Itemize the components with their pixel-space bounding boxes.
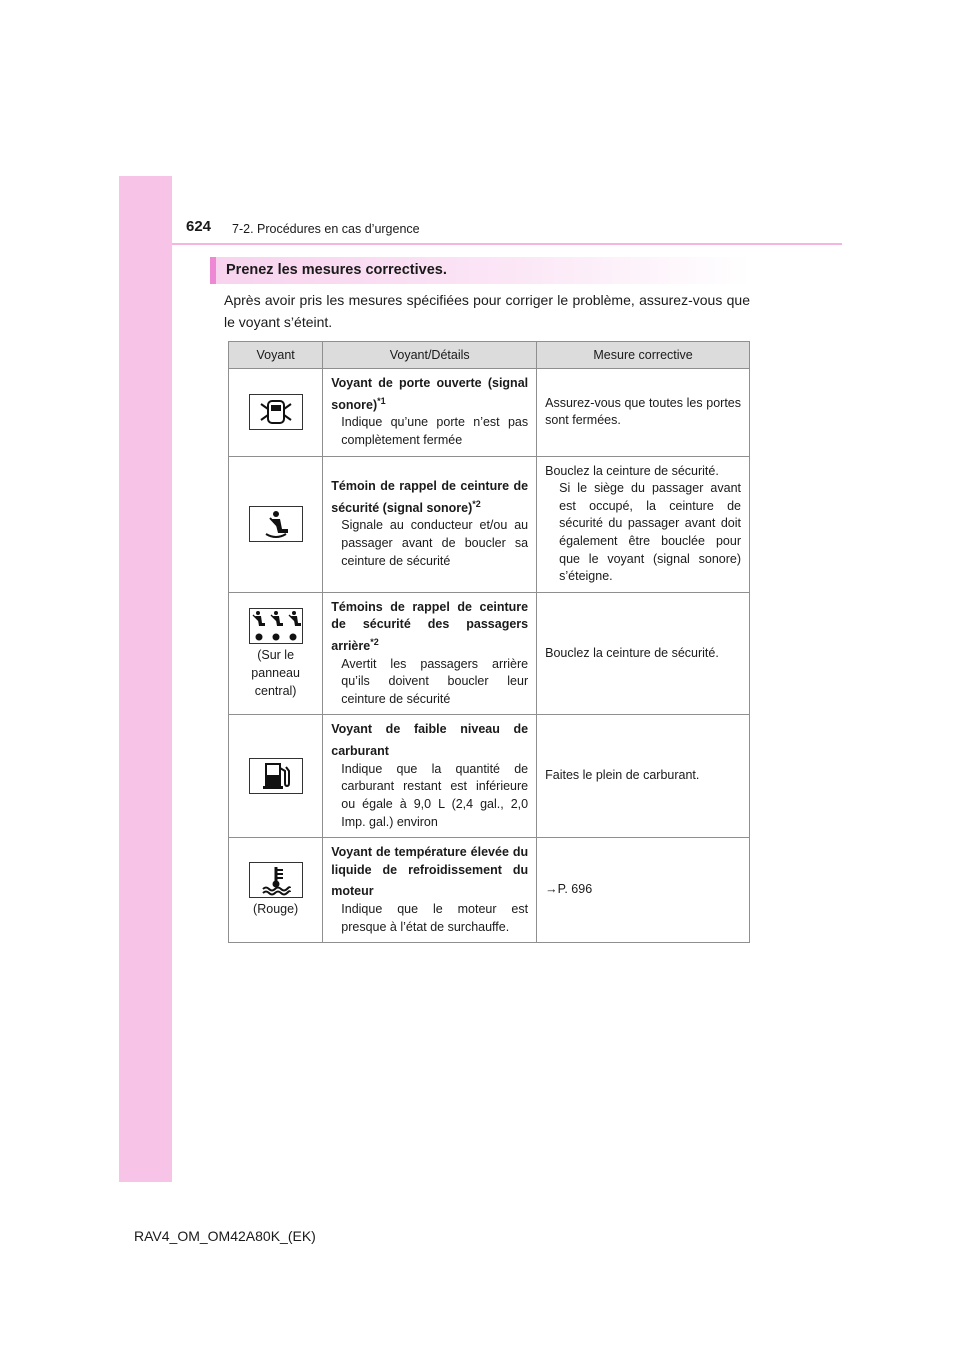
seatbelt-reminder-icon	[249, 506, 303, 542]
action-subtext: Si le siège du passager avant est occupé, la ceinture de sécurité du passager avant doit également être bouclée pour que le voyant (signal sonore) s’éteigne.	[559, 481, 741, 584]
banner-title: Prenez les mesures correctives.	[226, 262, 447, 278]
action-cell	[537, 592, 750, 715]
icon-cell	[229, 369, 323, 457]
header-voyant: Voyant	[229, 342, 323, 369]
footer-code: RAV4_OM_OM42A80K_(EK)	[134, 1228, 316, 1244]
light-detail: Signale au conducteur et/ou au passager avant de boucler sa ceinture de sécurité	[341, 518, 529, 568]
side-band	[119, 176, 172, 1182]
action-cell	[537, 456, 750, 592]
action-cell	[537, 838, 750, 943]
section-title: 7-2. Procédures en cas d’urgence	[232, 222, 420, 236]
table-row	[229, 456, 750, 592]
action-text: Bouclez la ceinture de sécurité.	[545, 645, 719, 660]
coolant-temperature-icon	[249, 862, 303, 898]
header-action: Mesure corrective	[537, 342, 750, 369]
action-text: →P. 696	[545, 882, 593, 897]
details-cell	[323, 456, 537, 592]
icon-cell	[229, 838, 323, 943]
low-fuel-icon	[249, 758, 303, 794]
icon-cell	[229, 456, 323, 592]
light-label: Voyant de température élevée du liquide de refroidissement du moteur	[331, 845, 529, 899]
details-cell	[323, 838, 537, 943]
table-header-row	[229, 342, 750, 369]
icon-cell	[229, 592, 323, 715]
light-label: Voyant de porte ouverte (signal sonore)$^{*1}$	[331, 376, 529, 412]
header-details: Voyant/Détails	[323, 342, 537, 369]
details-cell	[323, 715, 537, 838]
header-rule	[172, 243, 842, 245]
icon-caption: (Sur le panneau central)	[251, 647, 300, 698]
action-text: Faites le plein de carburant.	[545, 768, 700, 783]
warning-lights-table	[228, 341, 750, 943]
page-number: 624	[186, 218, 212, 235]
light-detail: Avertit les passagers arrière qu’ils doivent boucler leur ceinture de sécurité	[341, 656, 529, 706]
light-detail: Indique qu’une porte n’est pas complètement fermée	[341, 415, 529, 447]
light-label: Témoins de rappel de ceinture de sécurité des passagers arrière$^{*2}$	[331, 599, 529, 654]
table-row	[229, 715, 750, 838]
details-cell	[323, 369, 537, 457]
light-detail: Indique que la quantité de carburant restant est inférieure ou égale à 9,0 L (2,4 gal., 2,0 Imp. gal.) environ	[341, 761, 529, 829]
action-text: Bouclez la ceinture de sécurité.	[545, 463, 719, 478]
light-label: Témoin de rappel de ceinture de sécurité (signal sonore)$^{*2}$	[331, 479, 529, 515]
light-label: Voyant de faible niveau de carburant	[331, 722, 529, 759]
action-cell	[537, 369, 750, 457]
rear-seatbelt-reminder-icon	[249, 608, 303, 644]
table-row	[229, 838, 750, 943]
action-text: Assurez-vous que toutes les portes sont fermées.	[545, 395, 741, 428]
icon-caption: (Rouge)	[253, 902, 299, 917]
section-banner	[210, 257, 750, 284]
action-cell	[537, 715, 750, 838]
intro-paragraph: Après avoir pris les mesures spécifiées pour corriger le problème, assurez-vous que le voyant s’éteint.	[224, 292, 750, 330]
details-cell	[323, 592, 537, 715]
table-row	[229, 592, 750, 715]
light-detail: Indique que le moteur est presque à l’état de surchauffe.	[341, 902, 529, 934]
icon-cell	[229, 715, 323, 838]
table-row	[229, 369, 750, 457]
door-open-icon	[249, 394, 303, 430]
